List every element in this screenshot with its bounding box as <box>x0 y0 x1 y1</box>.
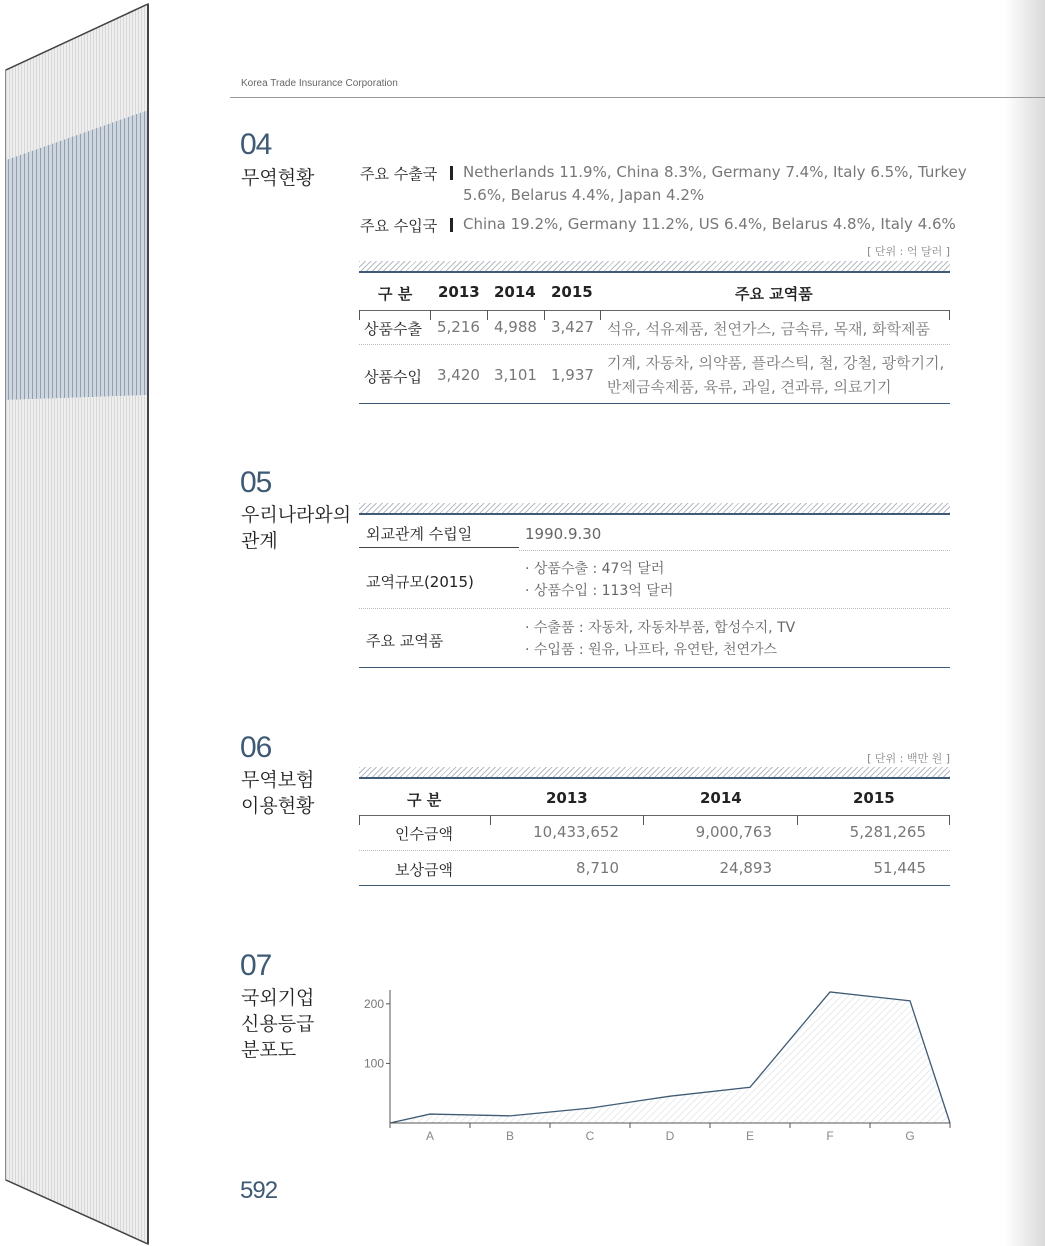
running-header: Korea Trade Insurance Corporation <box>241 78 398 89</box>
table-header-rule <box>359 767 950 779</box>
col-header-items: 주요 교역품 <box>735 285 813 303</box>
column-tick <box>359 815 360 825</box>
book-edge-decoration <box>0 0 160 1246</box>
export-countries-label: 주요 수출국 <box>360 165 438 183</box>
chart-x-tick-label: B <box>505 1129 515 1143</box>
page-gutter-shadow <box>1005 0 1045 1246</box>
column-tick <box>490 815 491 825</box>
section-07-number: 07 <box>240 949 272 982</box>
section-07-title-line2: 신용등급 <box>241 1013 315 1035</box>
col-header-category: 구 분 <box>407 791 442 809</box>
chart-x-tick-label: F <box>826 1129 834 1143</box>
row-divider <box>519 550 950 551</box>
section-06-title-line1: 무역보험 <box>241 769 315 791</box>
header-rule <box>230 97 1045 98</box>
row-underwriting-2013: 10,433,652 <box>533 823 619 841</box>
table-bottom-rule <box>359 667 950 668</box>
row-import-2014: 3,101 <box>494 366 537 384</box>
relation-row-1-label: 외교관계 수립일 <box>366 525 473 543</box>
chart-area-fill <box>390 992 950 1123</box>
row-import-label: 상품수입 <box>364 368 422 386</box>
row-export-2014: 4,988 <box>494 318 537 336</box>
table-header-rule <box>359 503 950 515</box>
chart-x-tick-label: D <box>665 1129 675 1143</box>
chart-y-tick-label: 100 <box>363 1056 384 1071</box>
column-tick <box>797 815 798 825</box>
chart-x-tick-label: A <box>425 1129 435 1143</box>
export-countries-line2: 5.6%, Belarus 4.4%, Japan 4.2% <box>463 186 705 204</box>
export-countries-line1: Netherlands 11.9%, China 8.3%, Germany 7.4%, Italy 6.5%, Turkey <box>463 163 967 181</box>
relation-row-2-value1: · 상품수출 : 47억 달러 <box>525 561 665 577</box>
relation-row-2-label: 교역규모(2015) <box>366 573 474 591</box>
row-export-label: 상품수출 <box>364 320 422 338</box>
label-separator <box>450 218 453 232</box>
header-divider <box>359 310 950 311</box>
chart-x-tick-label: G <box>905 1129 915 1143</box>
row-export-2013: 5,216 <box>437 318 480 336</box>
col-header-category: 구 분 <box>378 285 413 303</box>
section-04-unit: [ 단위 : 억 달러 ] <box>867 245 950 258</box>
relation-row-3-value2: · 수입품 : 원유, 나프타, 유연탄, 천연가스 <box>525 642 778 658</box>
column-tick <box>359 310 360 320</box>
section-05-title-line1: 우리나라와의 <box>241 504 352 526</box>
row-divider <box>359 344 950 345</box>
label-separator <box>450 166 453 180</box>
relation-row-2-value2: · 상품수입 : 113억 달러 <box>525 583 674 599</box>
section-06-title-line2: 이용현황 <box>241 795 315 817</box>
col-header-2013: 2013 <box>546 789 588 807</box>
row-claims-2014: 24,893 <box>719 859 772 877</box>
col-header-2014: 2014 <box>700 789 742 807</box>
row-export-2015: 3,427 <box>551 318 594 336</box>
label-underline <box>359 547 519 548</box>
column-tick <box>949 310 950 320</box>
relation-row-1-value: 1990.9.30 <box>525 525 602 543</box>
table-bottom-rule <box>359 885 950 886</box>
import-countries-value: China 19.2%, Germany 11.2%, US 6.4%, Belarus 4.8%, Italy 4.6% <box>463 215 956 233</box>
row-divider <box>359 608 950 609</box>
col-header-2013: 2013 <box>438 283 480 301</box>
section-06-unit: [ 단위 : 백만 원 ] <box>867 752 950 765</box>
section-05-number: 05 <box>240 466 272 499</box>
import-countries-label: 주요 수입국 <box>360 217 438 235</box>
section-04-number: 04 <box>240 128 272 161</box>
row-import-2015: 1,937 <box>551 366 594 384</box>
section-05-title-line2: 관계 <box>241 530 278 552</box>
page-number: 592 <box>240 1177 278 1204</box>
section-07-title-line3: 분포도 <box>241 1039 297 1061</box>
row-underwriting-label: 인수금액 <box>395 825 453 843</box>
row-claims-2015: 51,445 <box>873 859 926 877</box>
column-tick <box>487 310 488 320</box>
chart-x-tick-label: E <box>745 1129 755 1143</box>
row-import-items-line1: 기계, 자동차, 의약품, 플라스틱, 철, 강철, 광학기기, <box>607 354 945 372</box>
header-divider <box>359 815 950 816</box>
row-divider <box>359 850 950 851</box>
credit-rating-distribution-chart <box>355 980 955 1145</box>
col-header-2015: 2015 <box>551 283 593 301</box>
row-claims-label: 보상금액 <box>395 861 453 879</box>
column-tick <box>643 815 644 825</box>
table-bottom-rule <box>359 403 950 404</box>
col-header-2015: 2015 <box>853 789 895 807</box>
chart-x-tick-label: C <box>585 1129 595 1143</box>
row-underwriting-2014: 9,000,763 <box>695 823 772 841</box>
chart-y-tick-label: 200 <box>363 996 384 1011</box>
column-tick <box>544 310 545 320</box>
section-06-number: 06 <box>240 731 272 764</box>
section-04-title: 무역현황 <box>241 167 315 189</box>
column-tick <box>949 815 950 825</box>
col-header-2014: 2014 <box>494 283 536 301</box>
column-tick <box>430 310 431 320</box>
table-header-rule <box>359 261 950 273</box>
row-import-items-line2: 반제금속제품, 육류, 과일, 견과류, 의료기기 <box>607 378 892 396</box>
row-claims-2013: 8,710 <box>576 859 619 877</box>
row-export-items: 석유, 석유제품, 천연가스, 금속류, 목재, 화학제품 <box>607 320 930 338</box>
relation-row-3-label: 주요 교역품 <box>366 632 444 650</box>
row-underwriting-2015: 5,281,265 <box>849 823 926 841</box>
relation-row-3-value1: · 수출품 : 자동차, 자동차부품, 합성수지, TV <box>525 620 796 636</box>
column-tick <box>600 310 601 320</box>
section-07-title-line1: 국외기업 <box>241 987 315 1009</box>
row-import-2013: 3,420 <box>437 366 480 384</box>
